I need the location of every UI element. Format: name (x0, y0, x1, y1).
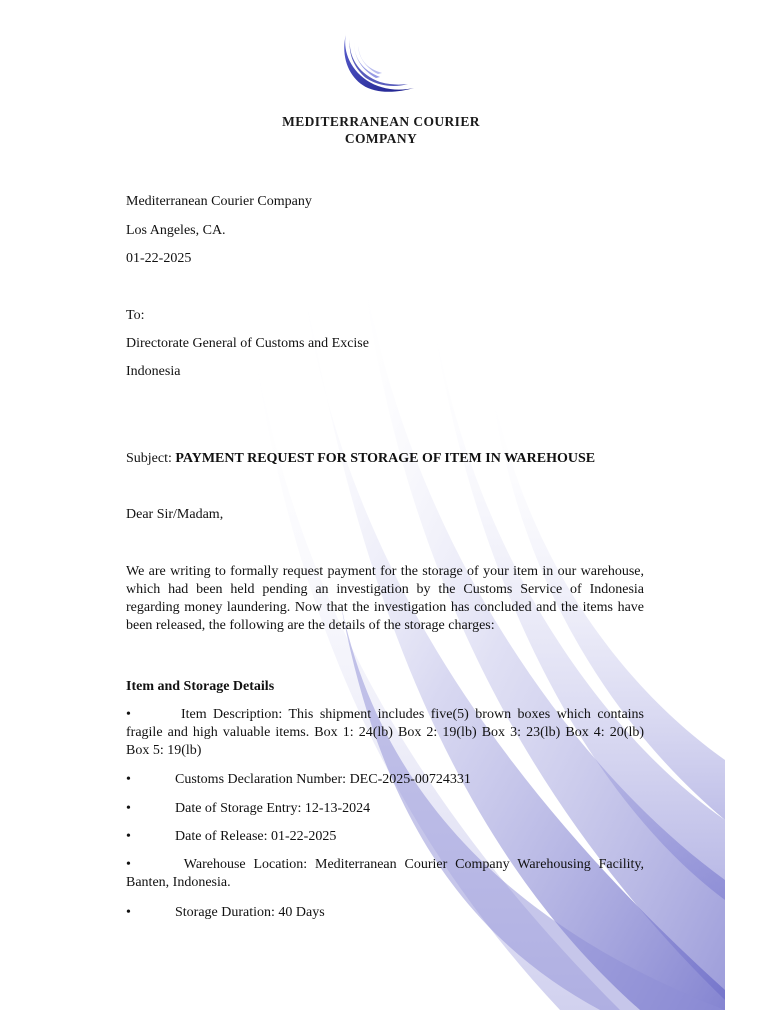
company-name-line1: MEDITERRANEAN COURIER (282, 114, 480, 129)
bird-wing-logo-icon (334, 32, 416, 98)
bullet-glyph: • (126, 772, 131, 787)
company-logo-text (250, 113, 512, 147)
salutation: Dear Sir/Madam, (126, 507, 224, 522)
detail-item-text: Item Description: This shipment includes five(5) brown boxes which contains fragile and high valuable items. Box 1: 24(lb) Box 2: 19(lb) Box 3: 23(lb) Box 4: 20(lb) Box 5: 19(lb) (126, 707, 644, 758)
subject-label: Subject: (126, 451, 176, 466)
detail-item-text: Warehouse Location: Mediterranean Courier Company Warehousing Facility, Banten, Indonesia. (126, 857, 645, 890)
detail-item (126, 828, 644, 846)
to-label: To: (126, 308, 145, 323)
sender-name: Mediterranean Courier Company (126, 194, 312, 209)
bullet-glyph: • (126, 707, 131, 722)
detail-item-text: Date of Release: 01-22-2025 (175, 829, 337, 844)
bullet-glyph: • (126, 857, 131, 872)
subject-line (126, 450, 595, 468)
intro-paragraph: We are writing to formally request payment for the storage of your item in our warehouse, which had been held pending an investigation by the Customs Service of Indonesia regarding money laundering. Now that the investigation has concluded and the items have been released, the following are the details of the storage charges: (126, 564, 644, 633)
company-name-line2: COMPANY (344, 131, 418, 146)
bullet-glyph: • (126, 905, 131, 920)
details-section-title: Item and Storage Details (126, 679, 275, 694)
detail-item (126, 771, 644, 789)
subject-text: PAYMENT REQUEST FOR STORAGE OF ITEM IN WAREHOUSE (175, 451, 596, 466)
detail-item-text: Customs Declaration Number: DEC-2025-00724331 (175, 772, 471, 787)
detail-item-text: Date of Storage Entry: 12-13-2024 (175, 801, 371, 816)
letter-date: 01-22-2025 (126, 251, 192, 266)
bullet-glyph: • (126, 829, 131, 844)
recipient-name: Directorate General of Customs and Excise (126, 336, 369, 351)
detail-item (126, 904, 644, 922)
bullet-glyph: • (126, 801, 131, 816)
detail-item-text: Storage Duration: 40 Days (175, 905, 325, 920)
detail-item (126, 856, 644, 892)
detail-item (126, 800, 644, 818)
recipient-country: Indonesia (126, 364, 181, 379)
detail-item (126, 706, 644, 760)
sender-city: Los Angeles, CA. (126, 223, 226, 238)
